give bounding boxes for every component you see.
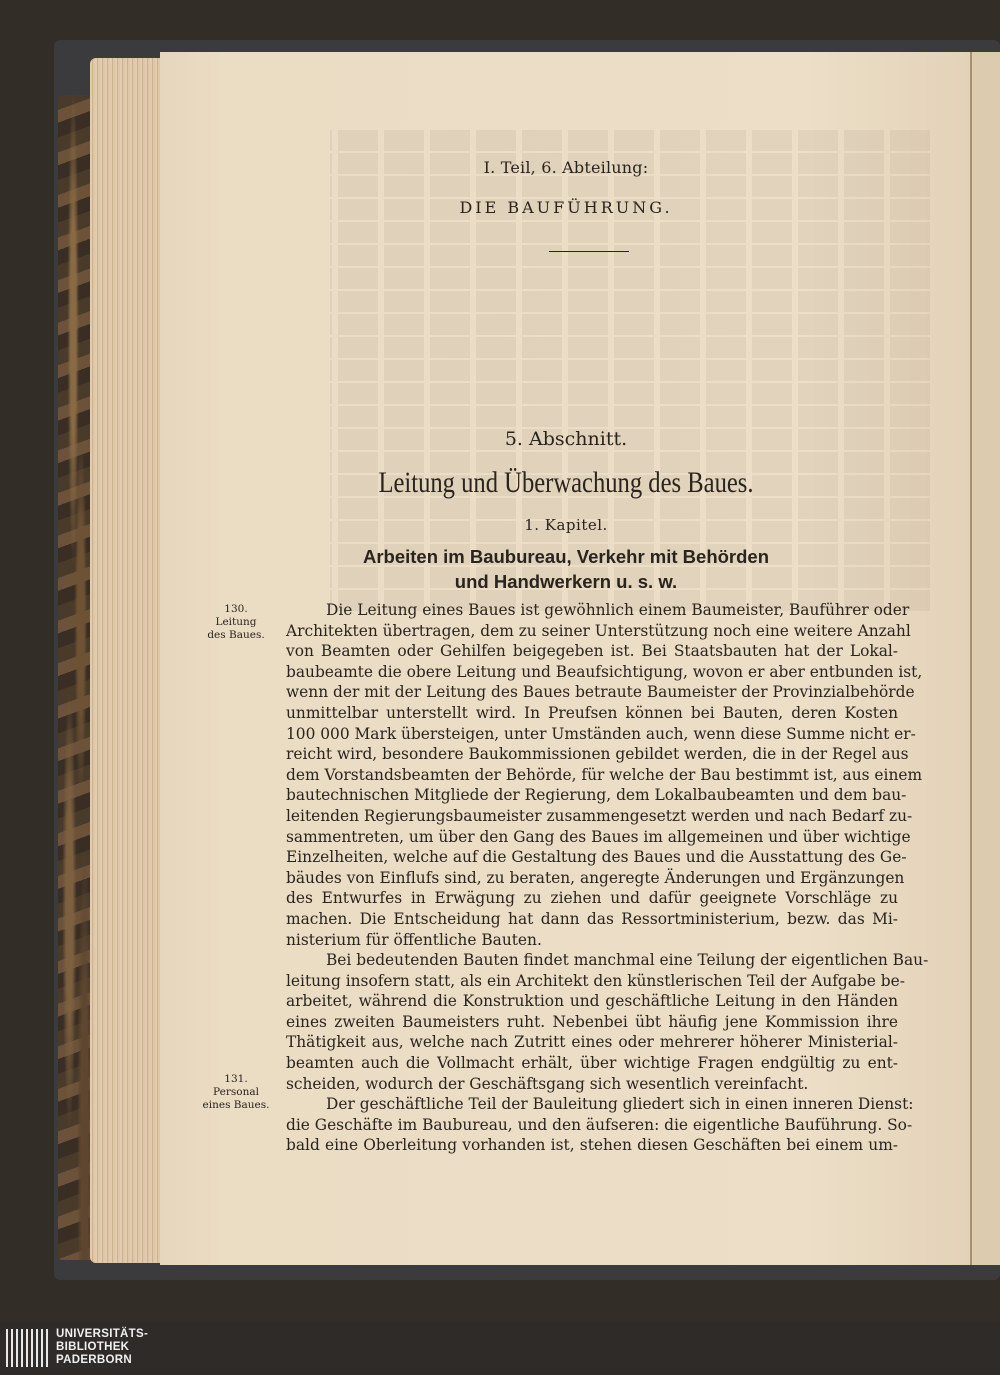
library-footer — [0, 1322, 1000, 1375]
margin-note-130 — [196, 603, 276, 642]
section-number: 5. Abschnitt. — [504, 428, 628, 450]
running-head: I. Teil, 6. Abteilung: — [483, 158, 649, 177]
text-line: wenn der mit der Leitung des Baues betraute Baumeister der Provinzialbehörde — [286, 683, 915, 702]
chapter-title-line: Arbeiten im Baubureau, Verkehr mit Behörden — [362, 546, 770, 567]
chapter-title-line: und Handwerkern u. s. w. — [454, 571, 678, 592]
text-line: bautechnischen Mitgliede der Regierung, dem Lokalbaubeamten und dem bau- — [286, 786, 907, 805]
facing-page-edge — [970, 52, 1000, 1265]
paragraph-2 — [286, 950, 929, 1094]
text-line: bäudes von Einflufs sind, zu beraten, angeregte Änderungen und Ergänzungen — [286, 868, 905, 887]
margin-note-line: eines Baues. — [202, 1099, 270, 1111]
title-rule — [549, 251, 629, 252]
text-line: reicht wird, besondere Baukommissionen gebildet werden, die in der Regel aus — [286, 745, 909, 764]
text-line: die Geschäfte im Baubureau, und den äufseren: die eigentliche Bauführung. So- — [286, 1115, 913, 1134]
text-line: arbeitet, während die Konstruktion und geschäftliche Leitung in den Händen — [286, 992, 898, 1011]
text-line: Die Leitung eines Baues ist gewöhnlich einem Baumeister, Bauführer oder — [326, 601, 910, 619]
text-line: baubeamte die obere Leitung und Beaufsichtigung, wovon er aber entbunden ist, — [286, 662, 923, 681]
text-line: scheiden, wodurch der Geschäftsgang sich wesentlich vereinfacht. — [286, 1074, 809, 1093]
text-line: sammentreten, um über den Gang des Baues im allgemeinen und über wichtige — [286, 827, 911, 846]
margin-note-line: Personal — [213, 1086, 259, 1098]
text-line: leitung insofern statt, als ein Architekt den künstlerischen Teil der Aufgabe be- — [286, 971, 905, 990]
logo-line: UNIVERSITÄTS- — [56, 1328, 149, 1340]
chapter-title — [160, 544, 972, 594]
body-text — [286, 600, 929, 1156]
text-line: des Entwurfes in Erwägung zu ziehen und dafür geeignete Vorschläge zu — [286, 889, 898, 908]
page-stack-edges — [90, 58, 164, 1263]
margin-note-number: 130. — [224, 603, 248, 615]
library-logo-text[interactable] — [56, 1328, 148, 1367]
text-line: dem Vorstandsbeamten der Behörde, für welche der Bau bestimmt ist, aus einem — [286, 765, 923, 784]
text-line: Einzelheiten, welche auf die Gestaltung des Baues und die Ausstattung des Ge- — [286, 848, 907, 867]
logo-line: PADERBORN — [56, 1354, 132, 1366]
text-line: Architekten übertragen, dem zu seiner Unterstützung noch eine weitere Anzahl — [286, 621, 911, 640]
text-line: leitenden Regierungsbaumeister zusammengesetzt werden und nach Bedarf zu- — [286, 806, 913, 825]
section-title: Leitung und Überwachung des Baues. — [378, 466, 754, 499]
margin-note-number: 131. — [224, 1073, 248, 1085]
text-line: eines zweiten Baumeisters ruht. Nebenbei übt häufig jene Kommission ihre — [286, 1012, 898, 1031]
paragraph-3 — [286, 1094, 914, 1156]
library-logo-icon — [6, 1329, 48, 1367]
margin-note-131 — [196, 1073, 276, 1112]
paragraph-1 — [286, 600, 923, 950]
text-line: Der geschäftliche Teil der Bauleitung gliedert sich in einen inneren Dienst: — [326, 1095, 914, 1114]
part-title: DIE BAUFÜHRUNG. — [459, 198, 673, 217]
text-line: Bei bedeutenden Bauten findet manchmal eine Teilung der eigentlichen Bau- — [326, 951, 929, 970]
logo-line: BIBLIOTHEK — [56, 1341, 130, 1353]
text-line: von Beamten oder Gehilfen beigegeben ist. Bei Staatsbauten hat der Lokal- — [286, 642, 898, 661]
text-line: nisterium für öffentliche Bauten. — [286, 930, 542, 949]
margin-note-line: des Baues. — [207, 629, 265, 641]
chapter-number: 1. Kapitel. — [524, 516, 608, 534]
text-line: bald eine Oberleitung vorhanden ist, stehen diesen Geschäften bei einem um- — [286, 1136, 898, 1155]
text-line: unmittelbar unterstellt wird. In Preufsen können bei Bauten, deren Kosten — [286, 703, 898, 722]
text-line: machen. Die Entscheidung hat dann das Ressortministerium, bezw. das Mi- — [286, 909, 898, 928]
text-line: 100 000 Mark übersteigen, unter Umständen auch, wenn diese Summe nicht er- — [286, 724, 916, 743]
margin-note-line: Leitung — [215, 616, 257, 628]
text-line: Thätigkeit aus, welche nach Zutritt eines oder mehrerer höherer Ministerial- — [286, 1033, 898, 1052]
text-line: beamten auch die Vollmacht erhält, über wichtige Fragen endgültig zu ent- — [286, 1054, 898, 1073]
